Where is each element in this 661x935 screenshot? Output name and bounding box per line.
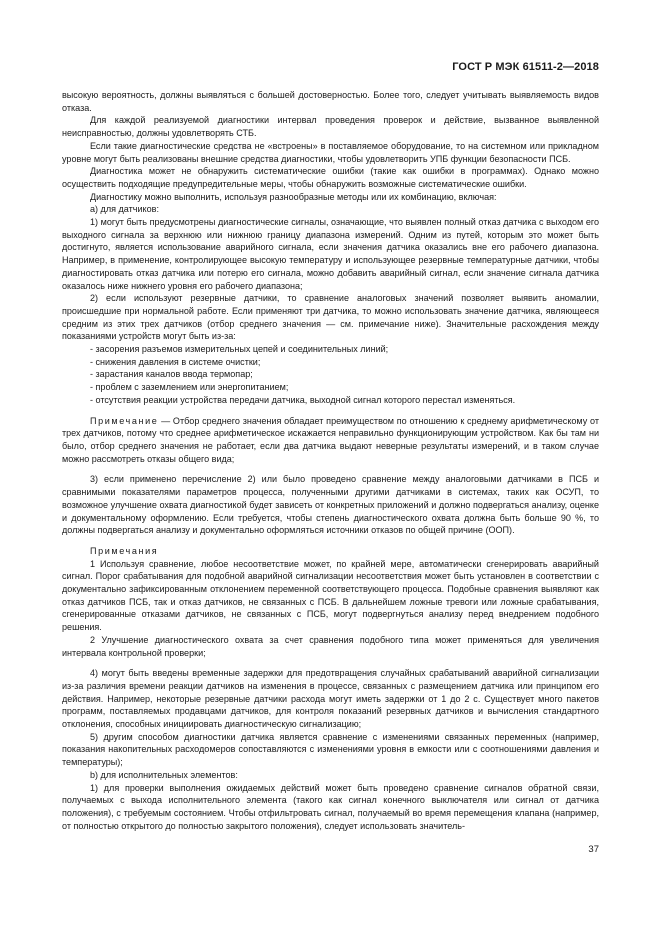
list-item-a5: 5) другим способом диагностики датчика является сравнение с изменениями связанных переменных (например, показания накопительных расходомеров сопоставляются с изменениями уровня в емкости или с соотношениями давления и температуры); (62, 731, 599, 768)
list-heading-b: b) для исполнительных элементов: (90, 769, 238, 780)
document-header: ГОСТ Р МЭК 61511-2—2018 (452, 61, 599, 73)
dash-item: - зарастания каналов ввода термопар; (90, 369, 253, 380)
list-heading-a: а) для датчиков: (90, 204, 159, 215)
page-number: 37 (588, 844, 599, 855)
note-text: — Отбор среднего значения обладает преимуществом по отношению к среднему арифметическому от трех датчиков, потому что среднее арифметическое искажается неправильно функционирующим устройством. Как бы там ни было, отбор среднего значения не работает, если два датчика выдают неверные результаты измерений, и в таком случае можно рассмотреть отказы общего вида; (62, 415, 599, 464)
dash-item: - снижения давления в системе очистки; (90, 356, 261, 367)
dash-item: - засорения разъемов измерительных цепей и соединительных линий; (90, 344, 389, 355)
list-item-a3: 3) если применено перечисление 2) или было проведено сравнение между аналоговыми датчиками в ПСБ и сравнимыми показателями параметров процесса, полученными другими датчиками в системах, таких как ОСУП, то возможное улучшение охвата диагностикой будет зависеть от конкретных приложений и должно подвергаться анализу, оценке и документальному оформлению. Если требуется, чтобы степень диагностического охвата должна быть больше 90 %, то должны подвергаться анализу и документально оформляться источники отказов по общей причине (ООП). (62, 474, 599, 536)
paragraph: Если такие диагностические средства не «встроены» в поставляемое оборудование, то на системном или прикладном уровне могут быть реализованы внешние средства диагностики, чтобы удовлетворить УПБ функции безопасности ПСБ. (62, 140, 599, 164)
document-body (62, 89, 599, 832)
list-item-a2: 2) если используют резервные датчики, то сравнение аналоговых значений позволяет выявить аномалии, происшедшие при нормальной работе. Если применяют три датчика, то можно использовать значение датчика, являющееся средним из этих трех датчиков (отбор среднего значения — см. примечание ниже). Значительные расхождения между показаниями устройств могут быть из-за: (62, 293, 599, 342)
paragraph: Диагностика может не обнаружить систематические ошибки (такие как ошибки в программах). Однако можно осуществить подходящие предупредительные меры, чтобы обнаружить возможные систематические ошибки. (62, 166, 599, 189)
list-item-a1: 1) могут быть предусмотрены диагностические сигналы, означающие, что выявлен полный отказ датчика с выходом его выходного сигнала за верхнюю или нижнюю границу диапазона измерений. Одним из путей, которым это может быть достигнуто, является использование аварийного сигнала, если значения датчика оказались вне его рабочего диапазона. Например, в применение, контролирующее высокую температуру и использующее резервные температурные датчики, чтобы диагностировать отказ датчика или потерю его сигнала, можно добавить аварийный сигнал, если значение сигнала датчика оказалось ниже нижнего уровня его рабочего диапазона; (62, 217, 599, 291)
list-item-a4: 4) могут быть введены временные задержки для предотвращения случайных срабатываний аварийной сигнализации из-за различия времени реакции датчиков на изменения в процессе, связанных с размещением датчика или принципом его действия. Например, некоторые резервные датчики расхода могут иметь задержки от 1 до 2 с. Существует много пакетов программ, поставляемых продавцами датчиков, для контроля показаний резервных датчиков и вычисления стандартного отклонения, способных инициировать диагностическую сигнализацию; (62, 668, 599, 730)
note-2-2: 2 Улучшение диагностического охвата за счет сравнения подобного типа может применяться для увеличения интервала контрольной проверки; (62, 634, 599, 658)
dash-item: - отсутствия реакции устройства передачи датчика, выходной сигнал которого перестал изменяться. (90, 394, 516, 405)
note-1 (62, 415, 599, 466)
dash-item: - проблем с заземлением или энергопитанием; (90, 382, 289, 393)
paragraph: высокую вероятность, должны выявляться с большей достоверностью. Более того, следует учитывать выявляемость видов отказа. (62, 90, 599, 113)
note-2-1: 1 Используя сравнение, любое несоответствие может, по крайней мере, автоматически сгенерировать аварийный сигнал. Порог срабатывания для подобной аварийной сигнализации несоответствия может быть установлен в соответствии с документально зафиксированным отклонением переменной соответствующего процесса. Подобные сравнения выявляют как отказ датчиков ПСБ, так и отказ датчиков, не связанных с ПСБ. В дальнейшем ложные тревоги или ложные срабатывания, сгенерированные отказами датчиков, не связанных с ПСБ, могут подвергнуться анализу перед внедрением подобного решения. (62, 558, 599, 633)
paragraph: Для каждой реализуемой диагностики интервал проведения проверок и действие, вызванное выявленной неисправностью, должны удовлетворять СТБ. (62, 115, 599, 139)
paragraph: Диагностику можно выполнить, используя разнообразные методы или их комбинацию, включая: (90, 191, 497, 202)
note-label: Примечание (90, 415, 159, 426)
list-item-b1: 1) для проверки выполнения ожидаемых действий может быть проведено сравнение сигналов обратной связи, получаемых с выхода исполнительного элемента (такого как сигнал конечного выключателя или сигнал от датчика положения), с требуемым состоянием. Чтобы отфильтровать сигнал, получаемый во время перемещения клапана (например, от полностью открытого до полностью закрытого положения), следует использовать значитель- (62, 782, 599, 831)
notes-title: Примечания (90, 545, 159, 556)
